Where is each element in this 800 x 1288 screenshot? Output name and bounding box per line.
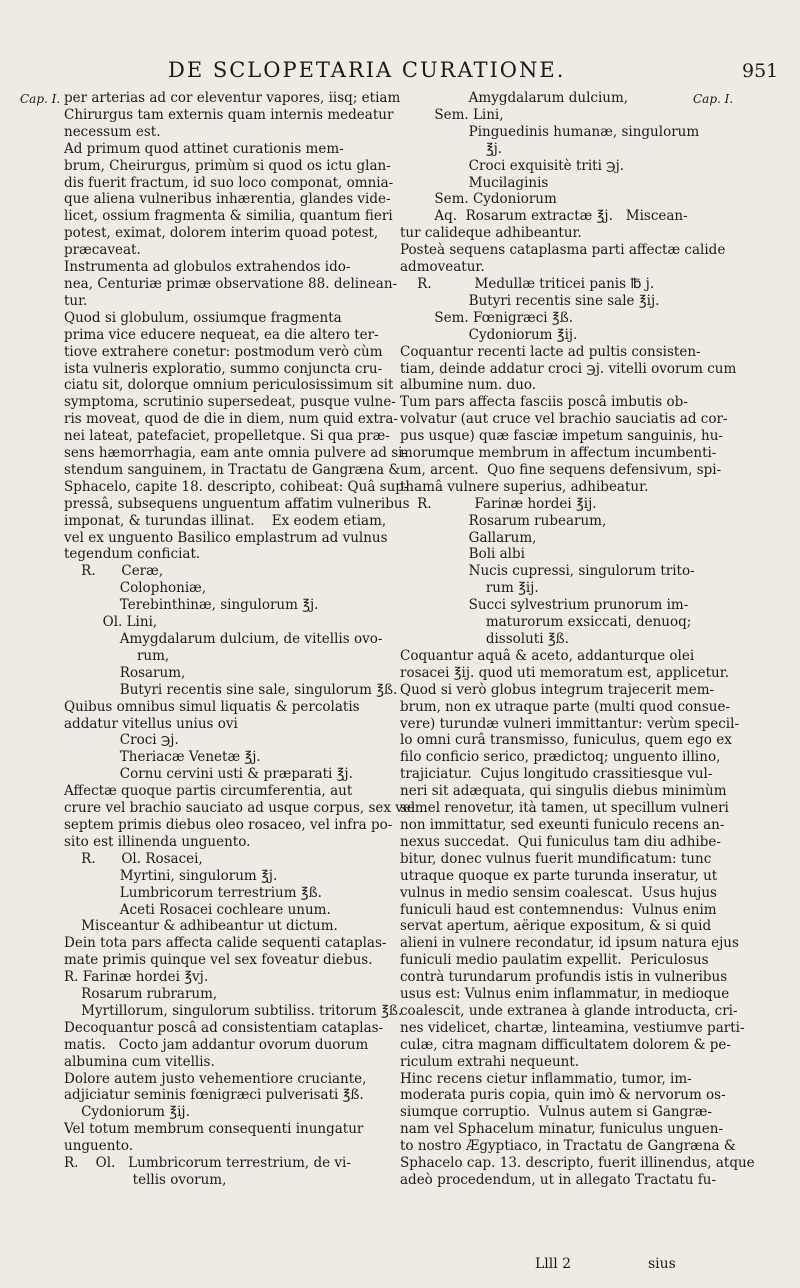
text-line: crure vel brachio sauciato ad usque corpus, sex vel bbox=[64, 800, 416, 817]
text-line: prima vice educere nequeat, ea die altero ter- bbox=[64, 326, 379, 343]
text-line: nam vel Sphacelum minatur, funiculus unguen- bbox=[400, 1121, 724, 1138]
right-margin-note: Cap. I. bbox=[693, 92, 734, 106]
text-line: culæ, citra magnam difficultatem dolorem & pe- bbox=[400, 1036, 731, 1053]
text-line: Sphacelo cap. 13. descripto, fuerit illinendus, atque bbox=[400, 1155, 755, 1172]
text-line: Amygdalarum dulcium, de vitellis ovo- bbox=[64, 631, 383, 647]
text-line: Quibus omnibus simul liquatis & percolatis bbox=[64, 698, 360, 715]
text-line: Cydoniorum ℥ij. bbox=[64, 1104, 190, 1121]
text-line: neri sit adæquata, qui singulis diebus minimùm bbox=[400, 783, 727, 800]
text-line: licet, ossium fragmenta & similia, quantum fieri bbox=[64, 208, 393, 225]
text-line: præcaveat. bbox=[64, 242, 141, 259]
text-line: adeò procedendum, ut in allegato Tractatu fu- bbox=[400, 1172, 717, 1188]
text-line: contrà turundarum profundis istis in vulneribus bbox=[400, 969, 728, 986]
text-line: Vel totum membrum consequenti inungatur bbox=[64, 1121, 364, 1138]
text-line: Ol. Lini, bbox=[64, 614, 158, 631]
text-line: Lumbricorum terrestrium ℥ß. bbox=[64, 884, 322, 901]
text-line: Amygdalarum dulcium, bbox=[400, 90, 629, 106]
text-line: nei lateat, patefaciet, propelletque. Si qua præ- bbox=[64, 428, 390, 445]
text-line: Rosarum rubrarum, bbox=[64, 986, 218, 1003]
text-line: Chirurgus tam externis quam internis medeatur bbox=[64, 106, 394, 123]
text-line: Gallarum, bbox=[400, 529, 537, 546]
text-line: siumque corruptio. Vulnus autem si Gangræ- bbox=[400, 1104, 712, 1121]
text-line: Aq. Rosarum extractæ ℥j. Miscean- bbox=[400, 208, 688, 225]
text-line: Sem. Cydoniorum bbox=[400, 191, 557, 208]
text-line: Quod si globulum, ossiumque fragmenta bbox=[64, 309, 342, 326]
text-line: alieni in vulnere recondatur, id ipsum natura ejus bbox=[400, 935, 739, 952]
text-line: funiculi medio paulatim expellit. Periculosus bbox=[400, 952, 709, 969]
text-line: admoveatur. bbox=[400, 259, 485, 276]
text-line: brum, Cheirurgus, primùm si quod os ictu glan- bbox=[64, 157, 391, 174]
text-line: funiculi haud est contemnendus: Vulnus enim bbox=[400, 901, 717, 918]
text-line: Coquantur recenti lacte ad pultis consisten- bbox=[400, 343, 701, 360]
text-line: brum, non ex utraque parte (multi quod consue- bbox=[400, 698, 731, 715]
text-line: pus usque) quæ fasciæ impetum sanguinis, hu- bbox=[400, 428, 723, 445]
text-line: adjiciatur seminis fœnigræci pulverisati ℥ß. bbox=[64, 1087, 364, 1104]
text-line: Nucis cupressi, singulorum trito- bbox=[400, 563, 695, 580]
text-line: albumina cum vitellis. bbox=[64, 1053, 215, 1070]
text-line: tellis ovorum, bbox=[64, 1172, 227, 1188]
text-line: rum, bbox=[64, 647, 170, 664]
catchword: sius bbox=[648, 1256, 676, 1272]
text-line: rum ℥ij. bbox=[400, 580, 539, 597]
text-line: addatur vitellus unius ovi bbox=[64, 715, 238, 732]
text-line: morumque membrum in affectum incumbenti- bbox=[400, 445, 717, 462]
text-line: Dolore autem justo vehementiore cruciante, bbox=[64, 1070, 367, 1087]
text-line: vulnus in medio sensim coalescat. Usus hujus bbox=[400, 884, 717, 901]
text-line: nes videlicet, chartæ, linteamina, vestiumve parti- bbox=[400, 1019, 745, 1036]
text-line: Instrumenta ad globulos extrahendos ido- bbox=[64, 259, 351, 276]
text-line: R. Ol. Lumbricorum terrestrium, de vi- bbox=[64, 1155, 351, 1172]
page-number: 951 bbox=[742, 60, 779, 82]
text-line: to nostro Ægyptiaco, in Tractatu de Gangræna & bbox=[400, 1138, 736, 1155]
text-line: Succi sylvestrium prunorum im- bbox=[400, 597, 689, 614]
text-line: Pinguedinis humanæ, singulorum bbox=[400, 123, 700, 140]
text-line: dissoluti ℥ß. bbox=[400, 631, 569, 647]
text-line: utraque quoque ex parte turunda inseratur, ut bbox=[400, 867, 718, 884]
left-margin-note: Cap. I. bbox=[20, 92, 61, 106]
text-line: Myrtillorum, singulorum subtiliss. tritorum ℥ß. bbox=[64, 1002, 403, 1019]
text-line: pressâ, subsequens unguentum affatim vulneribus bbox=[64, 495, 410, 512]
text-line: Mucilaginis bbox=[400, 174, 549, 191]
text-line: necessum est. bbox=[64, 123, 161, 140]
text-line: dis fuerit fractum, id suo loco componat, omnia- bbox=[64, 174, 394, 191]
text-line: Boli albi bbox=[400, 546, 525, 563]
text-line: Ad primum quod attinet curationis mem- bbox=[64, 140, 344, 157]
text-line: Dein tota pars affecta calide sequenti cataplas- bbox=[64, 935, 387, 952]
text-line: Sphacelo, capite 18. descripto, cohibeat: Quâ sup- bbox=[64, 478, 409, 495]
text-line: Coquantur aquâ & aceto, addanturque olei bbox=[400, 647, 695, 664]
text-line: Cornu cervini usti & præparati ℥j. bbox=[64, 766, 353, 783]
text-line: Rosarum, bbox=[64, 664, 186, 681]
text-line: vere) turundæ vulneri immittantur: verùm specil- bbox=[400, 715, 740, 732]
text-line: bitur, donec vulnus fuerit mundificatum: tunc bbox=[400, 850, 712, 867]
text-line: matis. Cocto jam addantur ovorum duorum bbox=[64, 1036, 369, 1053]
text-line: trajiciatur. Cujus longitudo crassitiesque vul- bbox=[400, 766, 713, 783]
text-line: Myrtini, singulorum ℥j. bbox=[64, 867, 278, 884]
text-line: sens hæmorrhagia, eam ante omnia pulvere ad si- bbox=[64, 445, 408, 462]
text-line: volvatur (aut cruce vel brachio sauciatis ad cor- bbox=[400, 411, 728, 428]
text-line: um, arcent. Quo fine sequens defensivum, spi- bbox=[400, 461, 722, 478]
text-line: coalescit, unde extranea à glande introducta, cri- bbox=[400, 1002, 738, 1019]
text-line: servat apertum, aërique expositum, & si quid bbox=[400, 918, 712, 935]
running-title: DE SCLOPETARIA CURATIONE. bbox=[168, 58, 566, 82]
text-line: sito est illinenda unguento. bbox=[64, 833, 251, 850]
text-line: R. Farinæ hordei ℥vj. bbox=[64, 969, 209, 986]
text-line: Rosarum rubearum, bbox=[400, 512, 607, 529]
text-line: Croci ℈j. bbox=[64, 732, 179, 749]
text-line: R. Ceræ, bbox=[64, 563, 164, 580]
text-line: thamâ vulnere superius, adhibeatur. bbox=[400, 478, 649, 495]
text-line: rosacei ℥ij. quod uti memoratum est, applicetur. bbox=[400, 664, 729, 681]
text-line: septem primis diebus oleo rosaceo, vel infra po- bbox=[64, 816, 393, 833]
text-line: Affectæ quoque partis circumferentia, aut bbox=[64, 783, 353, 800]
left-text-column bbox=[64, 90, 416, 1189]
text-line: nea, Centuriæ primæ observatione 88. delinean- bbox=[64, 275, 398, 292]
text-line: moderata puris copia, quin imò & nervorum os- bbox=[400, 1087, 726, 1104]
text-line: non immittatur, sed exeunti funiculo recens an- bbox=[400, 816, 725, 833]
text-line: albumine num. duo. bbox=[400, 377, 537, 394]
text-line: Theriacæ Venetæ ℥j. bbox=[64, 749, 261, 766]
text-line: ista vulneris exploratio, summo conjuncta cru- bbox=[64, 360, 383, 377]
signature-mark: Llll 2 bbox=[535, 1256, 572, 1272]
text-line: Misceantur & adhibeantur ut dictum. bbox=[64, 918, 338, 935]
text-line: mate primis quinque vel sex foveatur diebus. bbox=[64, 952, 373, 969]
text-line: ciatu sit, dolorque omnium periculosissimum sit bbox=[64, 377, 394, 394]
text-line: Cydoniorum ℥ij. bbox=[400, 326, 578, 343]
text-line: per arterias ad cor eleventur vapores, iisq; etiam bbox=[64, 90, 401, 106]
text-line: Colophoniæ, bbox=[64, 580, 207, 597]
text-line: tegendum conficiat. bbox=[64, 546, 201, 563]
text-line: vel ex unguento Basilico emplastrum ad vulnus bbox=[64, 529, 388, 546]
text-line: maturorum exsiccati, denuoq; bbox=[400, 614, 692, 631]
text-line: riculum extrahi nequeunt. bbox=[400, 1053, 580, 1070]
text-line: R. Ol. Rosacei, bbox=[64, 850, 203, 867]
text-line: filo conficio serico, prædictoq; unguento illino, bbox=[400, 749, 721, 766]
text-line: Croci exquisitè triti ℈j. bbox=[400, 157, 625, 174]
text-line: tur calideque adhibeantur. bbox=[400, 225, 582, 242]
text-line: Tum pars affecta fasciis poscâ imbutis ob- bbox=[400, 394, 688, 411]
text-line: Sem. Lini, bbox=[400, 106, 504, 123]
text-line: ris moveat, quod de die in diem, num quid extra- bbox=[64, 411, 398, 428]
text-line: lo omni curâ transmisso, funiculus, quem ego ex bbox=[400, 732, 732, 749]
text-line: tur. bbox=[64, 292, 88, 309]
text-line: Aceti Rosacei cochleare unum. bbox=[64, 901, 331, 918]
text-line: Quod si verò globus integrum trajecerit mem- bbox=[400, 681, 715, 698]
text-line: unguento. bbox=[64, 1138, 134, 1155]
text-line: symptoma, scrutinio supersedeat, pusque vulne- bbox=[64, 394, 396, 411]
text-line: Terebinthinæ, singulorum ℥j. bbox=[64, 597, 319, 614]
text-line: Butyri recentis sine sale ℥ij. bbox=[400, 292, 660, 309]
text-line: Hinc recens cietur inflammatio, tumor, im- bbox=[400, 1070, 692, 1087]
text-line: R. Medullæ triticei panis ℔ j. bbox=[400, 275, 655, 292]
text-line: ℥j. bbox=[400, 140, 503, 157]
text-line: que aliena vulneribus inhærentia, glandes vide- bbox=[64, 191, 391, 208]
text-line: usus est: Vulnus enim inflammatur, in medioque bbox=[400, 986, 730, 1003]
text-line: semel renovetur, ità tamen, ut specillum vulneri bbox=[400, 800, 729, 817]
text-line: imponat, & turundas illinat. Ex eodem etiam, bbox=[64, 512, 387, 529]
text-line: tiam, deinde addatur croci ℈j. vitelli ovorum cum bbox=[400, 360, 737, 377]
text-line: R. Farinæ hordei ℥ij. bbox=[400, 495, 597, 512]
text-line: Sem. Fœnigræci ℥ß. bbox=[400, 309, 574, 326]
text-line: Butyri recentis sine sale, singulorum ℥ß. bbox=[64, 681, 398, 698]
text-line: potest, eximat, dolorem interim quoad potest, bbox=[64, 225, 379, 242]
text-line: tiove extrahere conetur: postmodum verò cùm bbox=[64, 343, 383, 360]
text-line: Posteà sequens cataplasma parti affectæ calide bbox=[400, 242, 726, 259]
text-line: stendum sanguinem, in Tractatu de Gangræna & bbox=[64, 461, 401, 478]
text-line: nexus succedat. Qui funiculus tam diu adhibe- bbox=[400, 833, 721, 850]
text-line: Decoquantur poscâ ad consistentiam cataplas- bbox=[64, 1019, 384, 1036]
